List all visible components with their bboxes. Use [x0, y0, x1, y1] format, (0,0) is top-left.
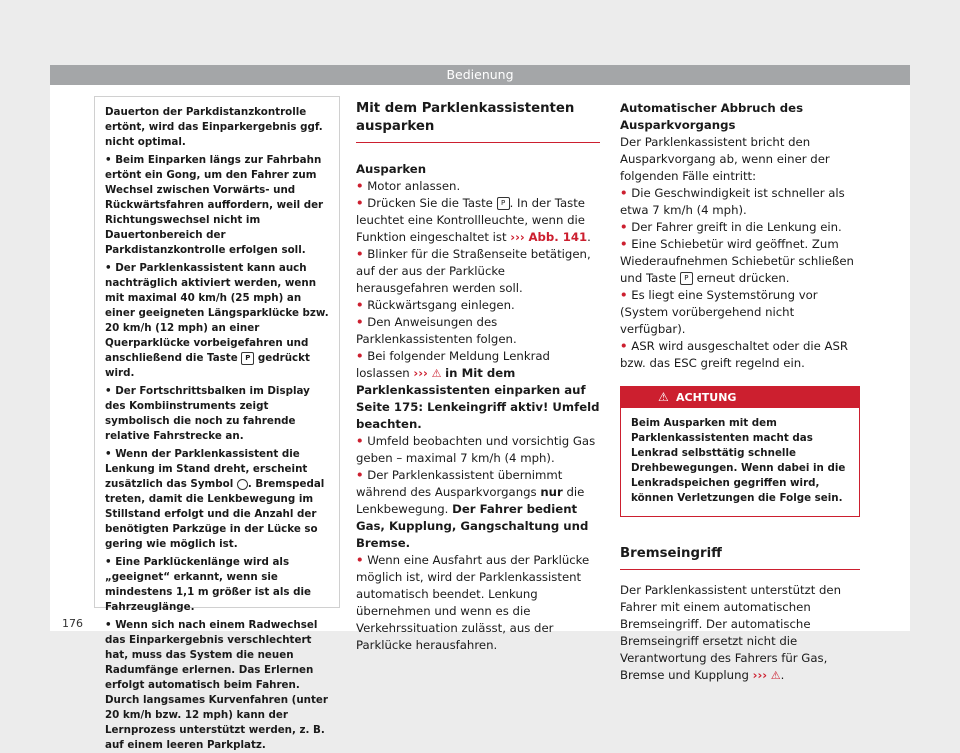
subheading: Automatischer Abbruch des Ausparkvorgangs — [620, 101, 804, 132]
step-item: • Umfeld beobachten und vorsichtig Gas geben – maximal 7 km/h (4 mph). — [356, 434, 596, 465]
warning-icon: ⚠ — [431, 367, 442, 380]
main-column — [356, 100, 600, 654]
warning-icon: ⚠ — [658, 390, 669, 404]
note-item: • Der Parklenkassistent kann auch nachträglich aktiviert werden, wenn mit maximal 40 km/h (25 mph) an einer geeigneten Längsparklücke bzw. 20 km/h (12 mph) an einer Querparklücke vorbeigefahren und anschließend die Taste P gedrückt wird. — [105, 262, 329, 379]
step-item: • Der Parklenkassistent übernimmt während des Ausparkvorgangs nur die Lenkbewegung. Der Fahrer bedient Gas, Kupplung, Gangschaltung und Bremse. — [356, 468, 589, 550]
section-title: Bremseingriff — [620, 545, 860, 570]
step-item: • Rückwärtsgang einlegen. — [356, 298, 515, 312]
note-item: • Wenn sich nach einem Radwechsel das Einparkergebnis verschlechtert hat, muss das System die neuen Radumfänge erlernen. Das Erlernen erfolgt automatisch beim Fahren. Durch langsames Kurvenfahren (unter 20 km/h bzw. 12 mph) kann der Lernprozess unterstützt werden, z. B. auf einem leeren Parkplatz. — [105, 619, 328, 751]
step-item: • Drücken Sie die Taste P . In der Taste leuchtet eine Kontrollleuchte, wenn die Funktion eingeschaltet ist ››› Abb. 141. — [356, 196, 591, 244]
park-button-icon: P — [497, 197, 510, 210]
figure-link[interactable]: Abb. 141 — [528, 230, 588, 244]
list-item: • Die Geschwindigkeit ist schneller als etwa 7 km/h (4 mph). — [620, 186, 845, 217]
note-item: • Eine Parklückenlänge wird als „geeignet“ erkannt, wenn sie mindestens 1,1 m größer ist als die Fahrzeuglänge. — [105, 556, 311, 613]
warning-icon: ⚠ — [770, 669, 781, 682]
warning-text: Beim Ausparken mit dem Parklenkassistenten macht das Lenkrad selbsttätig schnelle Drehbewegungen. Wenn dabei in die Lenkradspeichen gegriffen wird, können Verletzungen die Folge sein. — [631, 417, 846, 504]
step-item: • Motor anlassen. — [356, 179, 461, 193]
park-button-icon: P — [680, 272, 693, 285]
page-link[interactable]: in Mit dem Parklenkassistenten einparken auf Seite 175 — [356, 366, 586, 414]
note-intro: Dauerton der Parkdistanzkontrolle ertönt, wird das Einparkergebnis ggf. nicht optimal. — [105, 106, 323, 148]
step-item: • Wenn eine Ausfahrt aus der Parklücke möglich ist, wird der Parklenkassistent automatisch beendet. Lenkung übernehmen und wenn es die Verkehrssituation zulässt, aus der Parklücke herausfahren. — [356, 553, 590, 652]
steering-wheel-icon — [237, 479, 248, 490]
list-item: • Eine Schiebetür wird geöffnet. Zum Wiederaufnehmen Schiebetür schließen und Taste P erneut drücken. — [620, 237, 854, 285]
warning-header: ⚠ ACHTUNG — [621, 387, 859, 408]
list-item: • Es liegt eine Systemstörung vor (System vorübergehend nicht verfügbar). — [620, 288, 818, 336]
page-number: 176 — [62, 617, 83, 630]
subtitle: Ausparken — [356, 162, 427, 176]
step-item: • Bei folgender Meldung Lenkrad loslassen ››› ⚠ in Mit dem Parklenkassistenten einparken auf Seite 175: Lenkeingriff aktiv! Umfeld beachten. — [356, 349, 600, 431]
note-item: • Der Fortschrittsbalken im Display des Kombiinstruments zeigt symbolisch die noch zu fahrende relative Fahrstrecke an. — [105, 385, 310, 442]
page-header: Bedienung — [50, 65, 910, 85]
step-item: • Den Anweisungen des Parklenkassistenten folgen. — [356, 315, 517, 346]
list-item: • Der Fahrer greift in die Lenkung ein. — [620, 220, 842, 234]
step-item: • Blinker für die Straßenseite betätigen, auf der aus der Parklücke herausgefahren werden soll. — [356, 247, 591, 295]
note-item: • Beim Einparken längs zur Fahrbahn ertönt ein Gong, um den Fahrer zum Wechsel zwischen Vorwärts- und Rückwärtsfahren auffordern, weil der Richtungswechsel nicht im Dauertonbereich der Parkdistanzkontrolle erfolgen soll. — [105, 154, 324, 256]
paragraph: Der Parklenkassistent bricht den Ausparkvorgang ab, wenn einer der folgenden Fälle eintritt: — [620, 135, 830, 183]
list-item: • ASR wird ausgeschaltet oder die ASR bzw. das ESC greift regelnd ein. — [620, 339, 849, 370]
section-title: Mit dem Parklenkassistenten ausparken — [356, 100, 600, 143]
warning-box — [620, 386, 860, 517]
note-item: • Wenn der Parklenkassistent die Lenkung im Stand dreht, erscheint zusätzlich das Symbol . Bremspedal treten, damit die Lenkbewegung im Stillstand erfolgt und die Anzahl der benötigten Parkzüge in der Lücke so gering wie möglich ist. — [105, 448, 325, 550]
note-box — [94, 96, 340, 751]
right-column — [620, 100, 860, 684]
paragraph: Der Parklenkassistent unterstützt den Fahrer mit einem automatischen Bremseingriff. Der automatische Bremseingriff ersetzt nicht die Verantwortung des Fahrers für Gas, Bremse und Kupplung ››› ⚠. — [620, 583, 842, 682]
park-button-icon: P — [241, 352, 254, 365]
